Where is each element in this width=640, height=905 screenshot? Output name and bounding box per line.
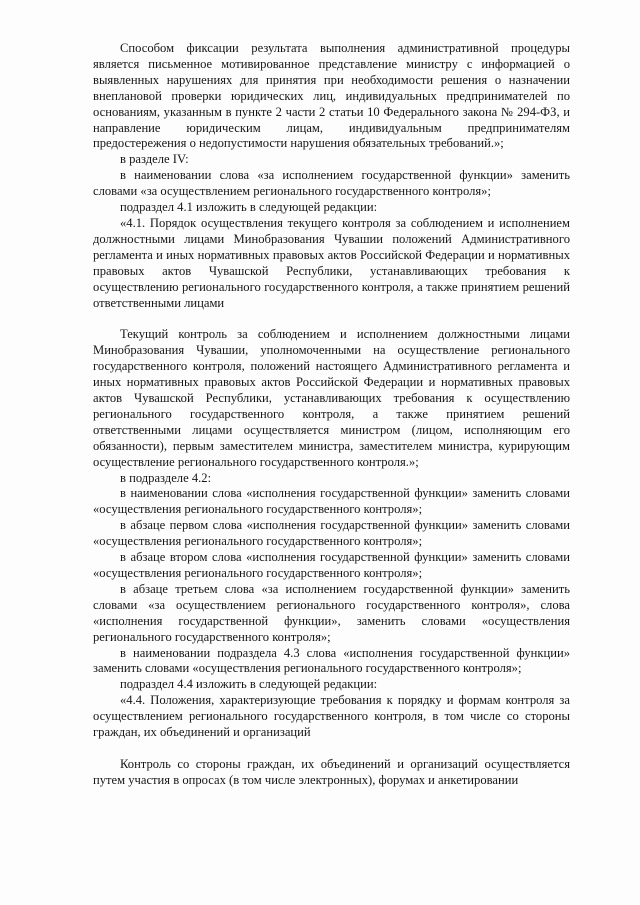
paragraph-section-iv-title: в наименовании слова «за исполнением государственной функции» заменить словами «за осуществлением регионального государственного контроля»; — [93, 168, 570, 199]
paragraph-4-3-title: в наименовании подраздела 4.3 слова «исполнения государственной функции» заменить словами «осуществления регионального государственного контроля»; — [93, 645, 570, 676]
paragraph-subsection-4-4-intro: подраздел 4.4 изложить в следующей редакции: — [120, 677, 378, 692]
paragraph-4-2-second: в абзаце втором слова «исполнения государственной функции» заменить словами «осуществления регионального государственного контроля»; — [93, 550, 570, 580]
paragraph-subsection-4-1-intro: подраздел 4.1 изложить в следующей редакции: — [120, 200, 378, 215]
document-body — [93, 41, 570, 789]
paragraph-section-iv: в разделе IV: — [120, 152, 189, 167]
paragraph-4-2-title: в наименовании слова «исполнения государственной функции» заменить словами «осуществления регионального государственного контроля»; — [93, 486, 570, 517]
paragraph-subsection-4-2: в подразделе 4.2: — [120, 470, 212, 485]
paragraph-citizen-control: Контроль со стороны граждан, их объединений и организаций осуществляется путем участия в опросах (в том числе электронных), форумах и анкетировании — [93, 756, 570, 787]
paragraph-subsection-4-4-heading: «4.4. Положения, характеризующие требования к порядку и формам контроля за осуществлением регионального государственного контроля, в том числе со стороны граждан, их объединений и организаций — [93, 693, 570, 740]
paragraph-4-2-first: в абзаце первом слова «исполнения государственной функции» заменить словами «осуществления регионального государственного контроля»; — [93, 518, 570, 549]
paragraph-fixation-method: Способом фиксации результата выполнения административной процедуры является письменное мотивированное представление министру с информацией о выявленных нарушениях для принятия при необходимости решения о назначении внеплановой проверки юридических лиц, индивидуальных предпринимателей по основаниям, указанным в пункте 2 части 2 статьи 10 Федерального закона № 294-ФЗ, и направление юридическим лицам, индивидуальным предпринимателям предостережения о недопустимости нарушения обязательных требований.»; — [93, 41, 570, 151]
paragraph-subsection-4-1-heading: «4.1. Порядок осуществления текущего контроля за соблюдением и исполнением должностными лицами Минобразования Чувашии положений Административного регламента и иных нормативных правовых актов Российской Федерации и нормативных правовых актов Чувашской Республики, устанавливающих требования к осуществлению регионального государственного контроля, а также принятием решений ответственными лицами — [93, 215, 570, 310]
paragraph-current-control: Текущий контроль за соблюдением и исполнением должностными лицами Минобразования Чувашии, уполномоченными на осуществление регионального государственного контроля, положений настоящего Административного регламента и иных нормативных правовых актов Российской Федерации и нормативных правовых актов Чувашской Республики, устанавливающих требования к осуществлению регионального государственного контроля, а также принятием решений ответственными лицами осуществляется министром (лицом, исполняющим его обязанности), первым заместителем министра, заместителем министра, курирующим осуществление регионального государственного контроля.»; — [93, 327, 570, 469]
paragraph-4-2-third: в абзаце третьем слова «за исполнением государственной функции» заменить словами «за осуществлением регионального государственного контроля», слова «исполнения государственной функции», заменить словами «осуществления регионального государственного контроля»; — [93, 581, 570, 644]
